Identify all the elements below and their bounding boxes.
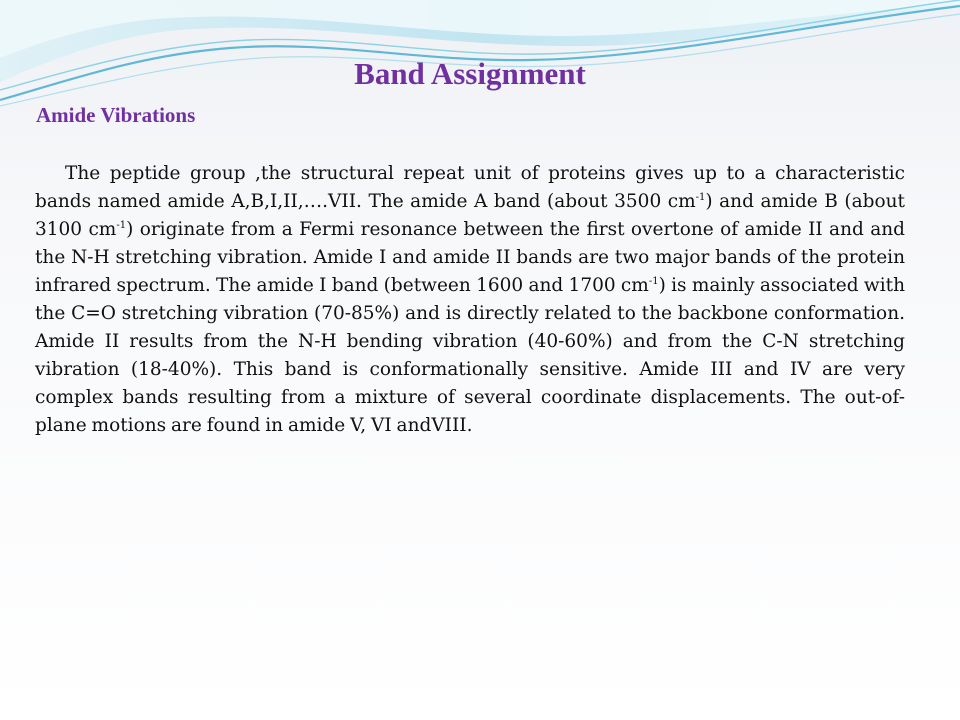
section-subtitle: Amide Vibrations [36,103,196,127]
paragraph-text-4: ) is mainly associated with the C=O stretching vibration (70-85%) and is directly related to the backbone conformation. Amide II results from the N-H bending vibration (40-60%) and from the C-N stretching vibration (18-40%). This band is conformationally sensitive. Amide III and IV are very complex bands resulting from a mixture of several coordinate displacements. The out-of-plane motions are found in amide V, VI andVIII. [35,275,905,436]
paragraph-text-1: The peptide group ,the structural repeat unit of proteins gives up to a characteristic bands named amide A,B,I,II,….VII. The amide A band (about 3500 cm [35,163,905,212]
slide-title: Band Assignment [354,56,586,91]
decorative-wave-header [0,0,960,110]
superscript-unit-1: -1 [695,192,706,203]
superscript-unit-2: -1 [116,220,127,231]
superscript-unit-3: -1 [648,276,659,287]
paragraph-text-3: ) originate from a Fermi resonance between the first overtone of amide II and and the N-H stretching vibration. Amide I and amide II bands are two major bands of the protein infrared spectrum. The amide I band (between 1600 and 1700 cm [35,219,905,296]
body-paragraph [35,160,905,440]
paragraph-text-2: ) and amide B (about 3100 cm [35,191,905,240]
